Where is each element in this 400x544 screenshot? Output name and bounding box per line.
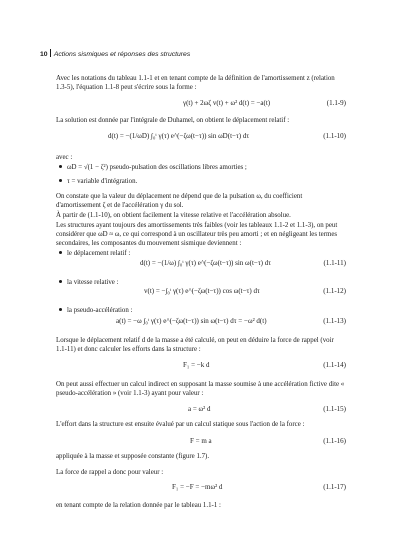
equation: d(t) = −(1/ω) ∫₀ᵗ γ(τ) e^(−ζω(t−τ)) sin ω(t−τ) dτ	[140, 259, 272, 267]
equation-row	[40, 286, 346, 298]
equation-number: (1.1-16)	[323, 437, 346, 445]
paragraph: On peut aussi effectuer un calcul indirect en supposant la masse soumise à une accélération fictive dite « pseudo-accélération » (voir 1.1-3) ayant pour valeur :	[56, 381, 345, 398]
equation-number: (1.1-13)	[323, 317, 346, 325]
bullet-icon	[59, 251, 62, 254]
equation-number: (1.1-9)	[326, 99, 346, 107]
paragraph: La force de rappel a donc pour valeur :	[56, 469, 164, 476]
equation: γ(t) + 2ωζ v(t) + ω² d(t) = −a(t)	[183, 99, 271, 107]
paragraph: L'effort dans la structure est ensuite évalué par un calcul statique sous l'action de la force :	[56, 421, 305, 428]
equation: a(t) = −ω ∫₀ᵗ γ(τ) e^(−ζω(t−τ)) sin ω(t−τ) dτ = −ω² d(t)	[116, 317, 267, 325]
paragraph: On constate que la valeur du déplacement ne dépend que de la pulsation ω, du coefficient d'amortissement ζ et de l'accélération γ du sol.	[56, 193, 303, 210]
equation: F₁ = −k d	[183, 361, 210, 369]
equation-number: (1.1-10)	[323, 132, 346, 140]
running-title: Actions sismiques et réponses des structures	[53, 51, 191, 58]
equation: F = m a	[190, 437, 212, 445]
paragraph: Les structures ayant toujours des amortissements très faibles (voir les tableaux 1.1-2 et 1.1-3), on peut considérer que ωD ≈ ω, ce qui correspond à un oscillateur très peu amorti ; et en négligeant les termes secondaires, les composantes du mouvement sismique deviennent :	[56, 222, 338, 248]
equation-number: (1.1-15)	[323, 405, 346, 413]
equation-row	[40, 98, 346, 110]
bullet-icon	[59, 179, 62, 182]
equation-row	[40, 360, 346, 372]
bullet-icon	[59, 280, 62, 283]
list-item: τ = variable d'intégration.	[59, 178, 137, 185]
list-item: ωD = √(1 − ζ²) pseudo-pulsation des oscillations libres amorties ;	[59, 164, 247, 171]
paragraph: À partir de (1.1-10), on obtient facilement la vitesse relative et l'accélération absolue.	[56, 212, 291, 219]
equation: a = ω² d	[188, 405, 211, 413]
paragraph: en tenant compte de la relation donnée par le tableau 1.1-1 :	[56, 502, 221, 509]
equation-number: (1.1-14)	[323, 361, 346, 369]
running-header	[40, 49, 190, 58]
list-item: la pseudo-accélération :	[59, 307, 132, 314]
equation-number: (1.1-12)	[323, 287, 346, 295]
equation: F₁ = −F = −mω² d	[172, 483, 223, 491]
paragraph: Avec les notations du tableau 1.1-1 et en tenant compte de la définition de l'amortissement z (relation 1.3-5), l'équation 1.1-8 peut s'écrire sous la forme :	[56, 75, 335, 92]
page-number: 10	[40, 51, 48, 58]
equation-row	[40, 258, 346, 270]
equation-number: (1.1-17)	[323, 483, 346, 491]
equation-number: (1.1-11)	[323, 259, 346, 267]
equation-row	[40, 404, 346, 416]
bullet-icon	[59, 165, 62, 168]
equation-row	[40, 436, 346, 448]
list-item: la vitesse relative :	[59, 279, 118, 286]
equation: v(t) = −∫₀ᵗ γ(τ) e^(−ζω(t−τ)) cos ω(t−τ) dτ	[144, 287, 260, 295]
equation: d(t) = −(1/ωD) ∫₀ᵗ γ(τ) e^(−ζω(t−τ)) sin ωD(t−τ) dτ	[108, 132, 250, 140]
equation-row	[40, 482, 346, 494]
equation-row	[40, 131, 346, 143]
paragraph: avec :	[56, 154, 73, 161]
bullet-icon	[59, 308, 62, 311]
equation-row	[40, 316, 346, 328]
paragraph: appliquée à la masse et supposée constante (figure 1.7).	[56, 453, 210, 460]
list-item: le déplacement relatif :	[59, 250, 130, 257]
paragraph: Lorsque le déplacement relatif d de la masse a été calculé, on peut en déduire la force de rappel (voir 1.1-11) et donc calculer les efforts dans la structure :	[56, 337, 334, 354]
paragraph: La solution est donnée par l'intégrale de Duhamel, on obtient le déplacement relatif :	[56, 117, 290, 124]
header-divider	[50, 49, 51, 57]
